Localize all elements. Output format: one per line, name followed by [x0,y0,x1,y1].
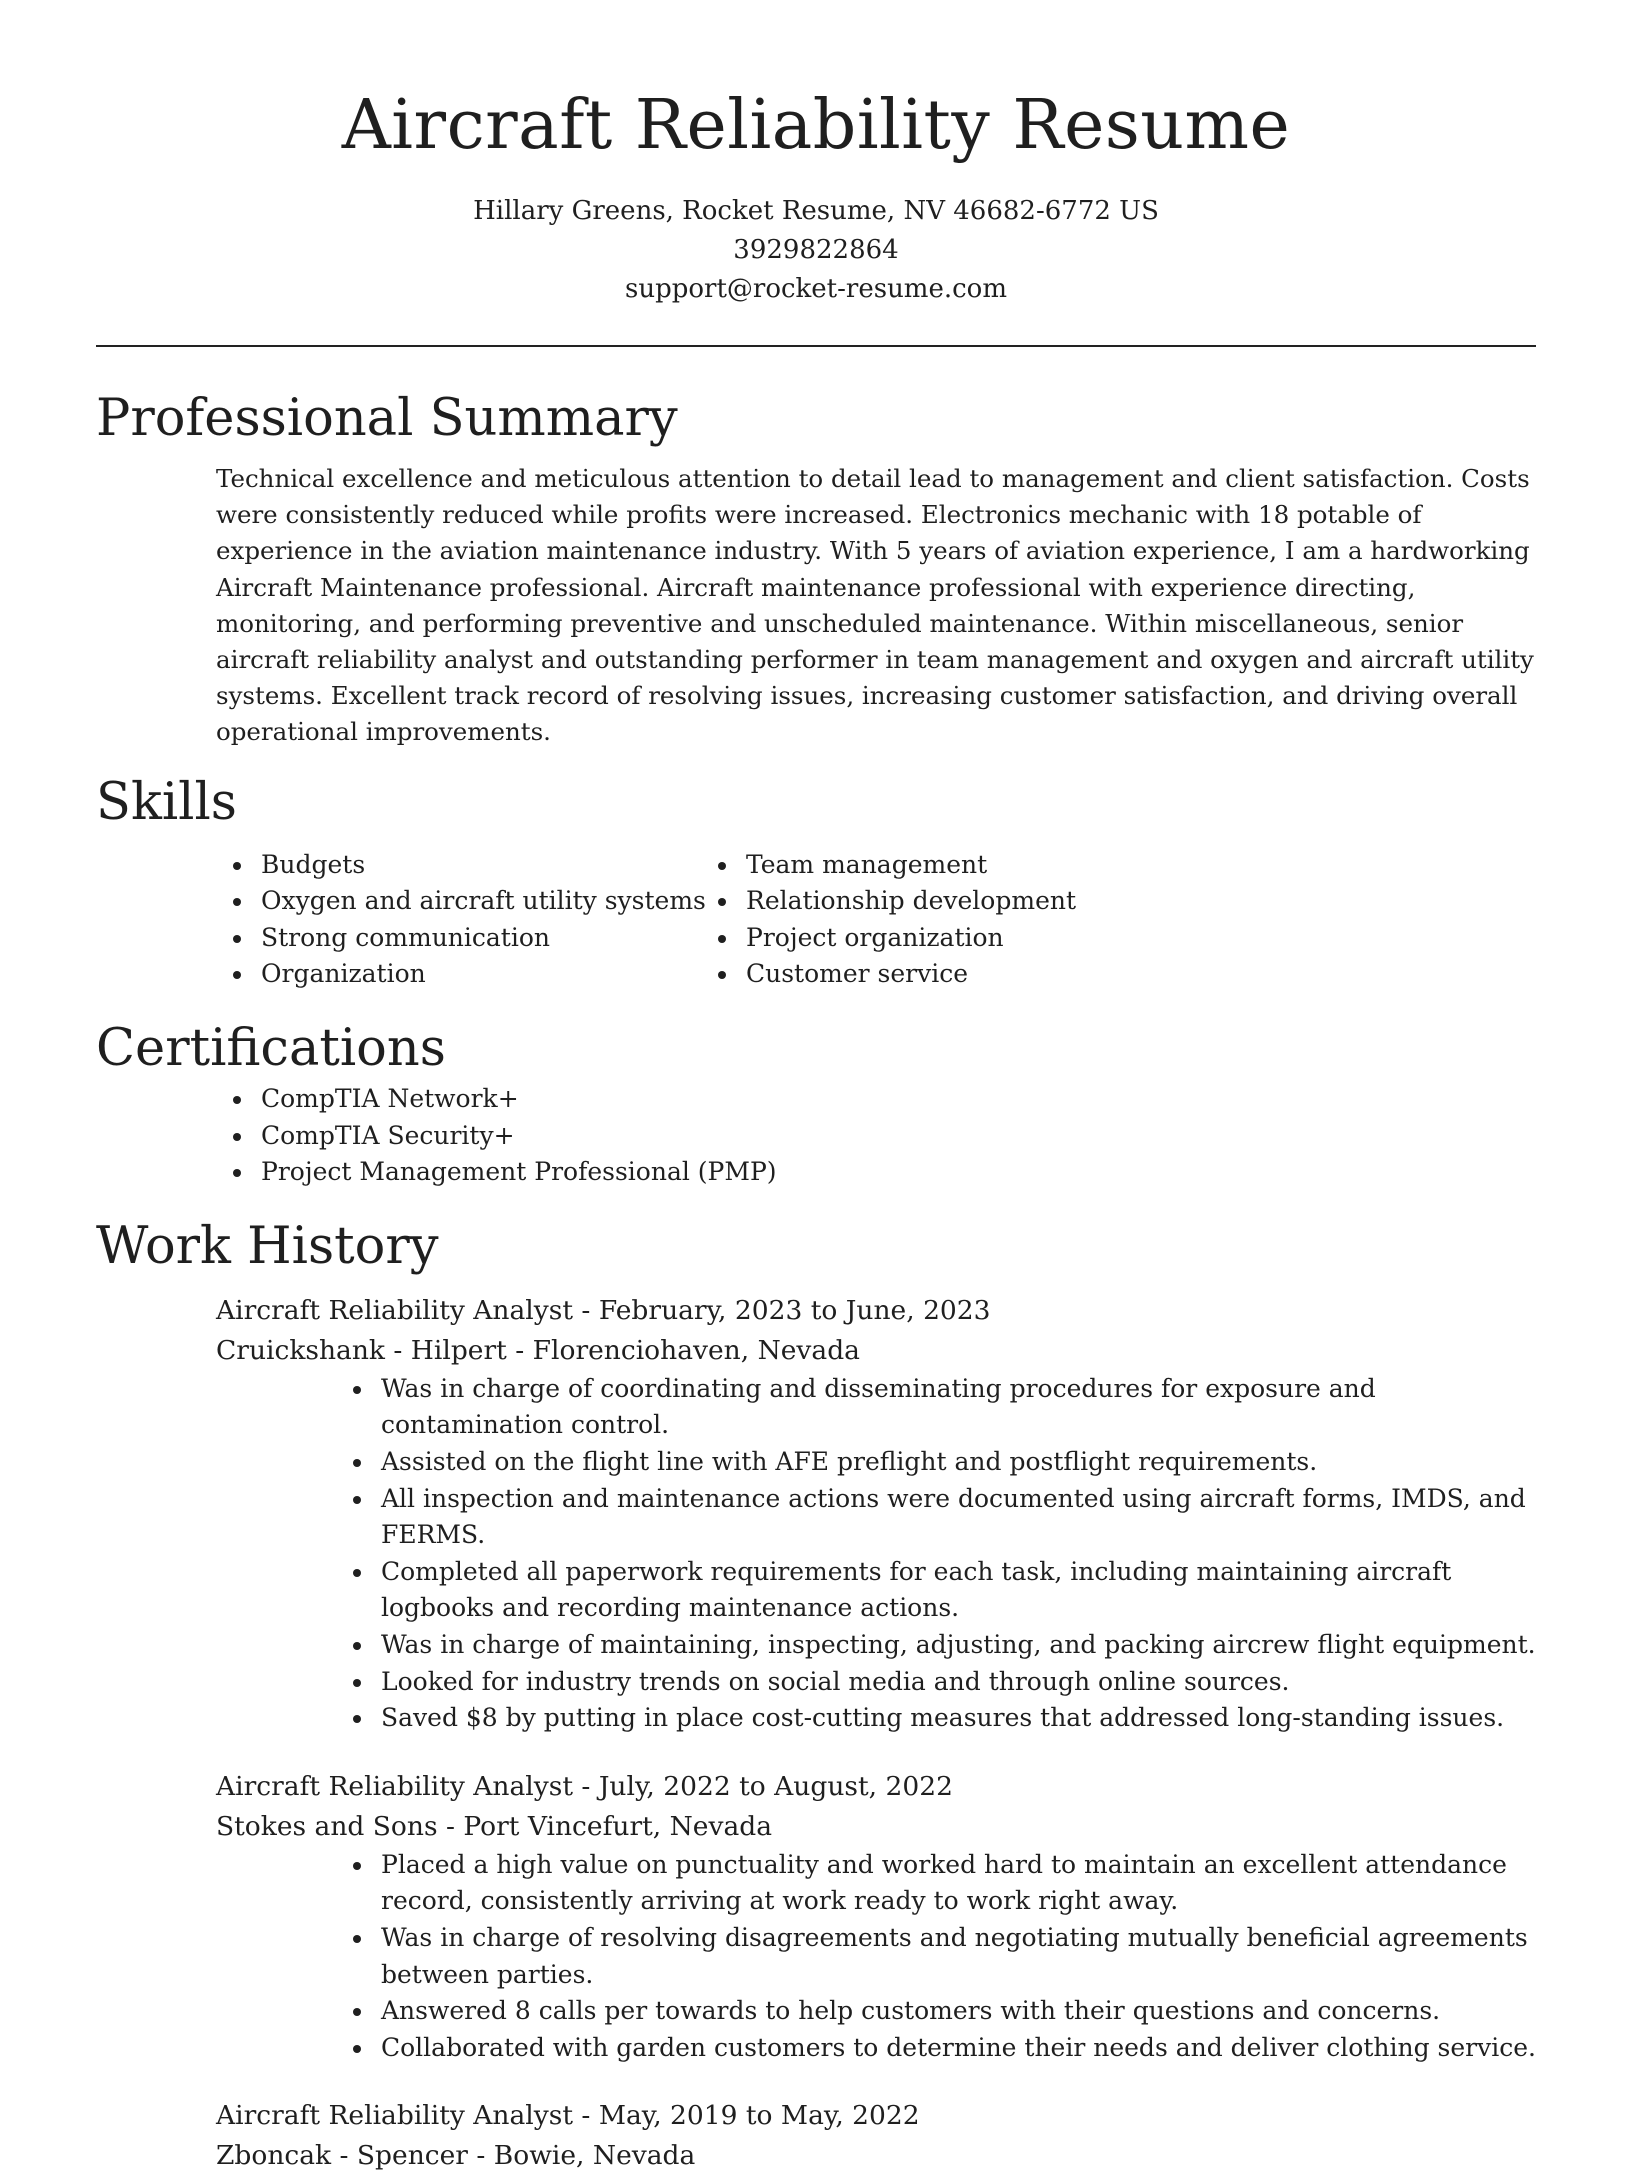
skill-item: Oxygen and aircraft utility systems [96,883,746,920]
job-title-line [216,2096,1536,2136]
job-bullet: Answered 8 calls per towards to help customers with their questions and concerns. [216,1993,1536,2030]
contact-address: Hillary Greens, Rocket Resume, NV 46682-6772 US [473,196,1159,226]
certifications-heading: Certifications [96,1019,446,1078]
contact-email: support@rocket-resume.com [624,274,1007,304]
job-bullet: Assisted on the flight line with AFE preflight and postflight requirements. [216,1444,1536,1481]
separator: - [573,2100,599,2132]
contact-block [96,192,1536,309]
separator: - [573,1770,599,1802]
job-bullet: Saved $8 by putting in place cost-cutting measures that addressed long-standing issues. [216,1700,1536,1737]
summary-heading: Professional Summary [96,389,678,448]
job-entry [216,1767,1536,2067]
job-bullet: Placed a high value on punctuality and worked hard to maintain an excellent attendance record, consistently arriving at work ready to work right away. [216,1847,1536,1920]
job-bullet: Was in charge of coordinating and disseminating procedures for exposure and contamination control. [216,1371,1536,1444]
skill-item: Team management [746,847,1396,884]
work-history-heading: Work History [96,1216,439,1276]
job-company: Cruickshank - Hilpert [216,1334,507,1366]
skills-heading: Skills [96,772,237,832]
skill-item: Organization [96,956,746,993]
skills-list-right [746,847,1396,993]
job-bullet: Was in charge of maintaining, inspecting, adjusting, and packing aircrew flight equipment. [216,1627,1536,1664]
summary-text: Technical excellence and meticulous attention to detail lead to management and client satisfaction. Costs were consistently reduced while profits were increased. Electronics mechanic with 18 potable of experience in the aviation maintenance industry. With 5 years of aviation experience, I am a hardworking Aircraft Maintenance professional. Aircraft maintenance professional with experience directing, monitoring, and performing preventive and unscheduled maintenance. Within miscellaneous, senior aircraft reliability analyst and outstanding performer in team management and oxygen and aircraft utility systems. Excellent track record of resolving issues, increasing customer satisfaction, and driving overall operational improvements. [216,464,1534,747]
job-dates: February, 2023 to June, 2023 [598,1294,991,1326]
skills-list-left [96,847,746,993]
separator: - [437,1810,464,1842]
job-dates: May, 2019 to May, 2022 [598,2100,920,2132]
job-bullet: Looked for industry trends on social media and through online sources. [216,1664,1536,1701]
skills-column-left [96,847,746,993]
page-title: Aircraft Reliability Resume [341,86,1291,165]
job-bullet: All inspection and maintenance actions were documented using aircraft forms, IMDS, and FERMS. [216,1481,1536,1554]
summary-section [96,387,1536,751]
job-bullet: Collaborated with garden customers to determine their needs and deliver clothing service. [216,2030,1536,2067]
job-title: Aircraft Reliability Analyst [216,1770,573,1802]
job-bullets [216,1847,1536,2067]
job-location: Bowie, Nevada [493,2140,696,2172]
certification-item: CompTIA Security+ [96,1118,1536,1155]
contact-phone: 3929822864 [733,235,899,265]
skill-item: Strong communication [96,920,746,957]
skill-item: Customer service [746,956,1396,993]
skills-column-right [746,847,1396,993]
job-company: Stokes and Sons [216,1810,438,1842]
separator: - [467,2140,494,2172]
skills-section [96,771,1536,993]
certification-item: CompTIA Network+ [96,1081,1536,1118]
job-entry [216,1291,1536,1737]
job-dates: July, 2022 to August, 2022 [598,1770,953,1802]
job-company: Zboncak - Spencer [216,2140,468,2172]
job-entry [216,2096,1536,2176]
job-title: Aircraft Reliability Analyst [216,1294,573,1326]
job-location: Florenciohaven, Nevada [532,1334,860,1366]
header-divider [96,345,1536,347]
skills-grid [96,847,1536,993]
job-title-line [216,1767,1536,1807]
resume-page [96,0,1536,2176]
job-title: Aircraft Reliability Analyst [216,2100,573,2132]
skill-item: Budgets [96,847,746,884]
work-history-section [96,1215,1536,2176]
job-company-line [216,2136,1536,2176]
job-location: Port Vincefurt, Nevada [463,1810,773,1842]
job-bullet: Was in charge of resolving disagreements and negotiating mutually beneficial agreements between parties. [216,1920,1536,1993]
certifications-section [96,1017,1536,1191]
job-company-line [216,1807,1536,1847]
job-bullet: Completed all paperwork requirements for each task, including maintaining aircraft logbooks and recording maintenance actions. [216,1554,1536,1627]
separator: - [573,1294,599,1326]
certifications-list [96,1081,1536,1191]
resume-header [96,0,1536,347]
certification-item: Project Management Professional (PMP) [96,1154,1536,1191]
skill-item: Project organization [746,920,1396,957]
job-company-line [216,1331,1536,1371]
separator: - [506,1334,533,1366]
job-bullets [216,1371,1536,1737]
job-title-line [216,1291,1536,1331]
skill-item: Relationship development [746,883,1396,920]
